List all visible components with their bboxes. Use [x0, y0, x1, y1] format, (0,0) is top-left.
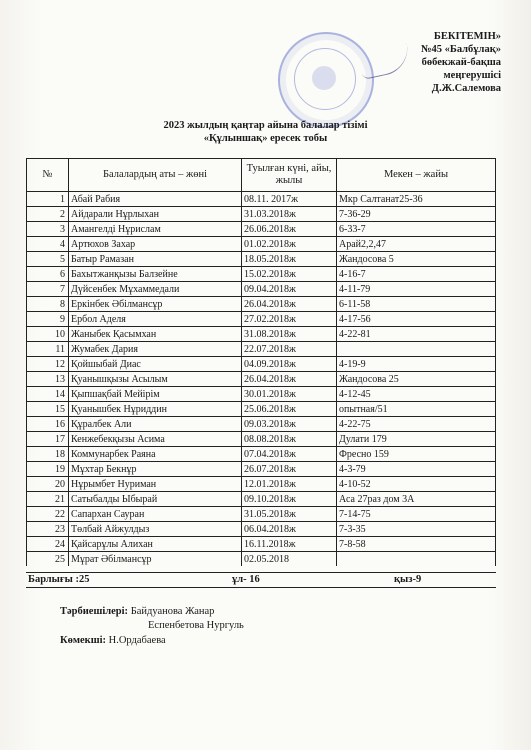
girls-count: қыз-9: [394, 574, 422, 585]
teacher-1: Байдуанова Жанар: [130, 606, 215, 617]
table-row: [27, 297, 496, 312]
teacher-2: Еспенбетова Нургуль: [148, 620, 244, 631]
child-name: Абай Рабия: [69, 192, 242, 207]
table-row: [27, 327, 496, 342]
address: [337, 552, 496, 567]
birth-date: 12.01.2018ж: [242, 477, 337, 492]
table-row: [27, 537, 496, 552]
table-row: [27, 192, 496, 207]
teachers-label: Тәрбиешілері:: [60, 606, 129, 617]
address: 6-11-58: [337, 297, 496, 312]
assistant-line: [60, 634, 166, 647]
row-number: 6: [27, 267, 69, 282]
child-name: Сапархан Сауран: [69, 507, 242, 522]
child-name: Еркінбек Әбілмансұр: [69, 297, 242, 312]
child-name: Дүйсенбек Мұхаммедали: [69, 282, 242, 297]
row-number: 18: [27, 447, 69, 462]
total-count: Барлығы :25: [28, 574, 90, 585]
table-row: [27, 312, 496, 327]
row-number: 3: [27, 222, 69, 237]
table-row: [27, 237, 496, 252]
address: 6-33-7: [337, 222, 496, 237]
child-name: Қойшыбай Диас: [69, 357, 242, 372]
row-number: 12: [27, 357, 69, 372]
row-number: 5: [27, 252, 69, 267]
birth-date: 08.08.2018ж: [242, 432, 337, 447]
birth-date: 22.07.2018ж: [242, 342, 337, 357]
table-row: [27, 552, 496, 567]
birth-date: 01.02.2018ж: [242, 237, 337, 252]
table-row: [27, 372, 496, 387]
address: 7-8-58: [337, 537, 496, 552]
totals-row: [26, 572, 496, 588]
child-name: Амангелді Нұрислам: [69, 222, 242, 237]
assistant-name: Н.Ордабаева: [108, 635, 166, 646]
address: 4-3-79: [337, 462, 496, 477]
birth-date: 18.05.2018ж: [242, 252, 337, 267]
child-name: Батыр Рамазан: [69, 252, 242, 267]
birth-date: 07.04.2018ж: [242, 447, 337, 462]
table-row: [27, 477, 496, 492]
assistant-label: Көмекші:: [60, 635, 107, 646]
row-number: 16: [27, 417, 69, 432]
children-table: [26, 158, 496, 566]
address: Дулати 179: [337, 432, 496, 447]
birth-date: 26.06.2018ж: [242, 222, 337, 237]
child-name: Құралбек Али: [69, 417, 242, 432]
birth-date: 26.07.2018ж: [242, 462, 337, 477]
address: Жандосова 25: [337, 372, 496, 387]
birth-date: 09.04.2018ж: [242, 282, 337, 297]
birth-date: 26.04.2018ж: [242, 372, 337, 387]
row-number: 11: [27, 342, 69, 357]
address: Арай2,2,47: [337, 237, 496, 252]
address: 4-22-81: [337, 327, 496, 342]
address: 7-3-35: [337, 522, 496, 537]
table-row: [27, 252, 496, 267]
row-number: 20: [27, 477, 69, 492]
row-number: 10: [27, 327, 69, 342]
birth-date: 27.02.2018ж: [242, 312, 337, 327]
birth-date: 30.01.2018ж: [242, 387, 337, 402]
address: Жандосова 5: [337, 252, 496, 267]
child-name: Жаныбек Қасымхан: [69, 327, 242, 342]
approval-line-1: БЕКІТЕМІН»: [433, 31, 501, 42]
address: Фресно 159: [337, 447, 496, 462]
child-name: Төлбай Айжулдыз: [69, 522, 242, 537]
birth-date: 15.02.2018ж: [242, 267, 337, 282]
address: опытная/51: [337, 402, 496, 417]
header-number: №: [27, 159, 69, 192]
approval-line-2: №45 «Балбұлақ»: [420, 44, 501, 55]
child-name: Қуанышқызы Асылым: [69, 372, 242, 387]
birth-date: 31.03.2018ж: [242, 207, 337, 222]
approval-line-4: меңгерушісі: [443, 70, 501, 81]
child-name: Бахытжанқызы Балзейне: [69, 267, 242, 282]
title-line-1: 2023 жылдың қаңтар айына балалар тізімі: [163, 120, 368, 131]
child-name: Артюхов Захар: [69, 237, 242, 252]
row-number: 14: [27, 387, 69, 402]
birth-date: 31.08.2018ж: [242, 327, 337, 342]
address: Мкр Салтанат25-36: [337, 192, 496, 207]
child-name: Айдарали Нұрлыхан: [69, 207, 242, 222]
birth-date: 08.11. 2017ж: [242, 192, 337, 207]
child-name: Қайсарұлы Алихан: [69, 537, 242, 552]
address: Аса 27раз дом 3А: [337, 492, 496, 507]
address: 4-19-9: [337, 357, 496, 372]
table-row: [27, 207, 496, 222]
table-row: [27, 342, 496, 357]
address: 4-12-45: [337, 387, 496, 402]
row-number: 24: [27, 537, 69, 552]
birth-date: 16.11.2018ж: [242, 537, 337, 552]
row-number: 25: [27, 552, 69, 567]
table-row: [27, 462, 496, 477]
row-number: 9: [27, 312, 69, 327]
document-title: [0, 119, 531, 145]
row-number: 4: [27, 237, 69, 252]
table-row: [27, 282, 496, 297]
table-row: [27, 522, 496, 537]
birth-date: 06.04.2018ж: [242, 522, 337, 537]
row-number: 2: [27, 207, 69, 222]
row-number: 7: [27, 282, 69, 297]
birth-date: 31.05.2018ж: [242, 507, 337, 522]
row-number: 17: [27, 432, 69, 447]
row-number: 15: [27, 402, 69, 417]
birth-date: 09.03.2018ж: [242, 417, 337, 432]
table-row: [27, 492, 496, 507]
table-row: [27, 507, 496, 522]
row-number: 19: [27, 462, 69, 477]
address: 4-10-52: [337, 477, 496, 492]
birth-date: 04.09.2018ж: [242, 357, 337, 372]
row-number: 13: [27, 372, 69, 387]
child-name: Қуанышбек Нұриддин: [69, 402, 242, 417]
child-name: Мұрат Әбілмансұр: [69, 552, 242, 567]
header-address: Мекен – жайы: [337, 159, 496, 192]
table-row: [27, 447, 496, 462]
table-row: [27, 267, 496, 282]
address: 7-14-75: [337, 507, 496, 522]
birth-date: 02.05.2018: [242, 552, 337, 567]
child-name: Коммунарбек Раяна: [69, 447, 242, 462]
header-birthdate: Туылған күні, айы, жылы: [242, 159, 337, 192]
child-name: Қыпшақбай Мейірім: [69, 387, 242, 402]
child-name: Ербол Аделя: [69, 312, 242, 327]
address: [337, 342, 496, 357]
approval-line-5: Д.Ж.Салемова: [431, 83, 501, 94]
address: 4-11-79: [337, 282, 496, 297]
title-line-2: «Құлыншақ» ересек тобы: [203, 133, 328, 144]
child-name: Жумабек Дария: [69, 342, 242, 357]
row-number: 21: [27, 492, 69, 507]
teacher-2-line: [148, 619, 244, 632]
birth-date: 09.10.2018ж: [242, 492, 337, 507]
table-row: [27, 387, 496, 402]
address: 4-17-56: [337, 312, 496, 327]
birth-date: 25.06.2018ж: [242, 402, 337, 417]
table-row: [27, 417, 496, 432]
teachers-line: [60, 605, 214, 618]
boys-count: ұл- 16: [232, 574, 260, 585]
row-number: 22: [27, 507, 69, 522]
table-header-row: [27, 159, 496, 192]
table-row: [27, 357, 496, 372]
table-row: [27, 432, 496, 447]
approval-line-3: бөбекжай-бақша: [421, 57, 501, 68]
header-name: Балалардың аты – жөні: [69, 159, 242, 192]
row-number: 23: [27, 522, 69, 537]
row-number: 8: [27, 297, 69, 312]
child-name: Сатыбалды Ыбырай: [69, 492, 242, 507]
row-number: 1: [27, 192, 69, 207]
address: 4-16-7: [337, 267, 496, 282]
address: 4-22-75: [337, 417, 496, 432]
table-row: [27, 402, 496, 417]
child-name: Нұрымбет Нуриман: [69, 477, 242, 492]
child-name: Кенжебекқызы Асима: [69, 432, 242, 447]
address: 7-36-29: [337, 207, 496, 222]
birth-date: 26.04.2018ж: [242, 297, 337, 312]
child-name: Мұхтар Бекнұр: [69, 462, 242, 477]
table-row: [27, 222, 496, 237]
approval-block: [321, 30, 501, 95]
